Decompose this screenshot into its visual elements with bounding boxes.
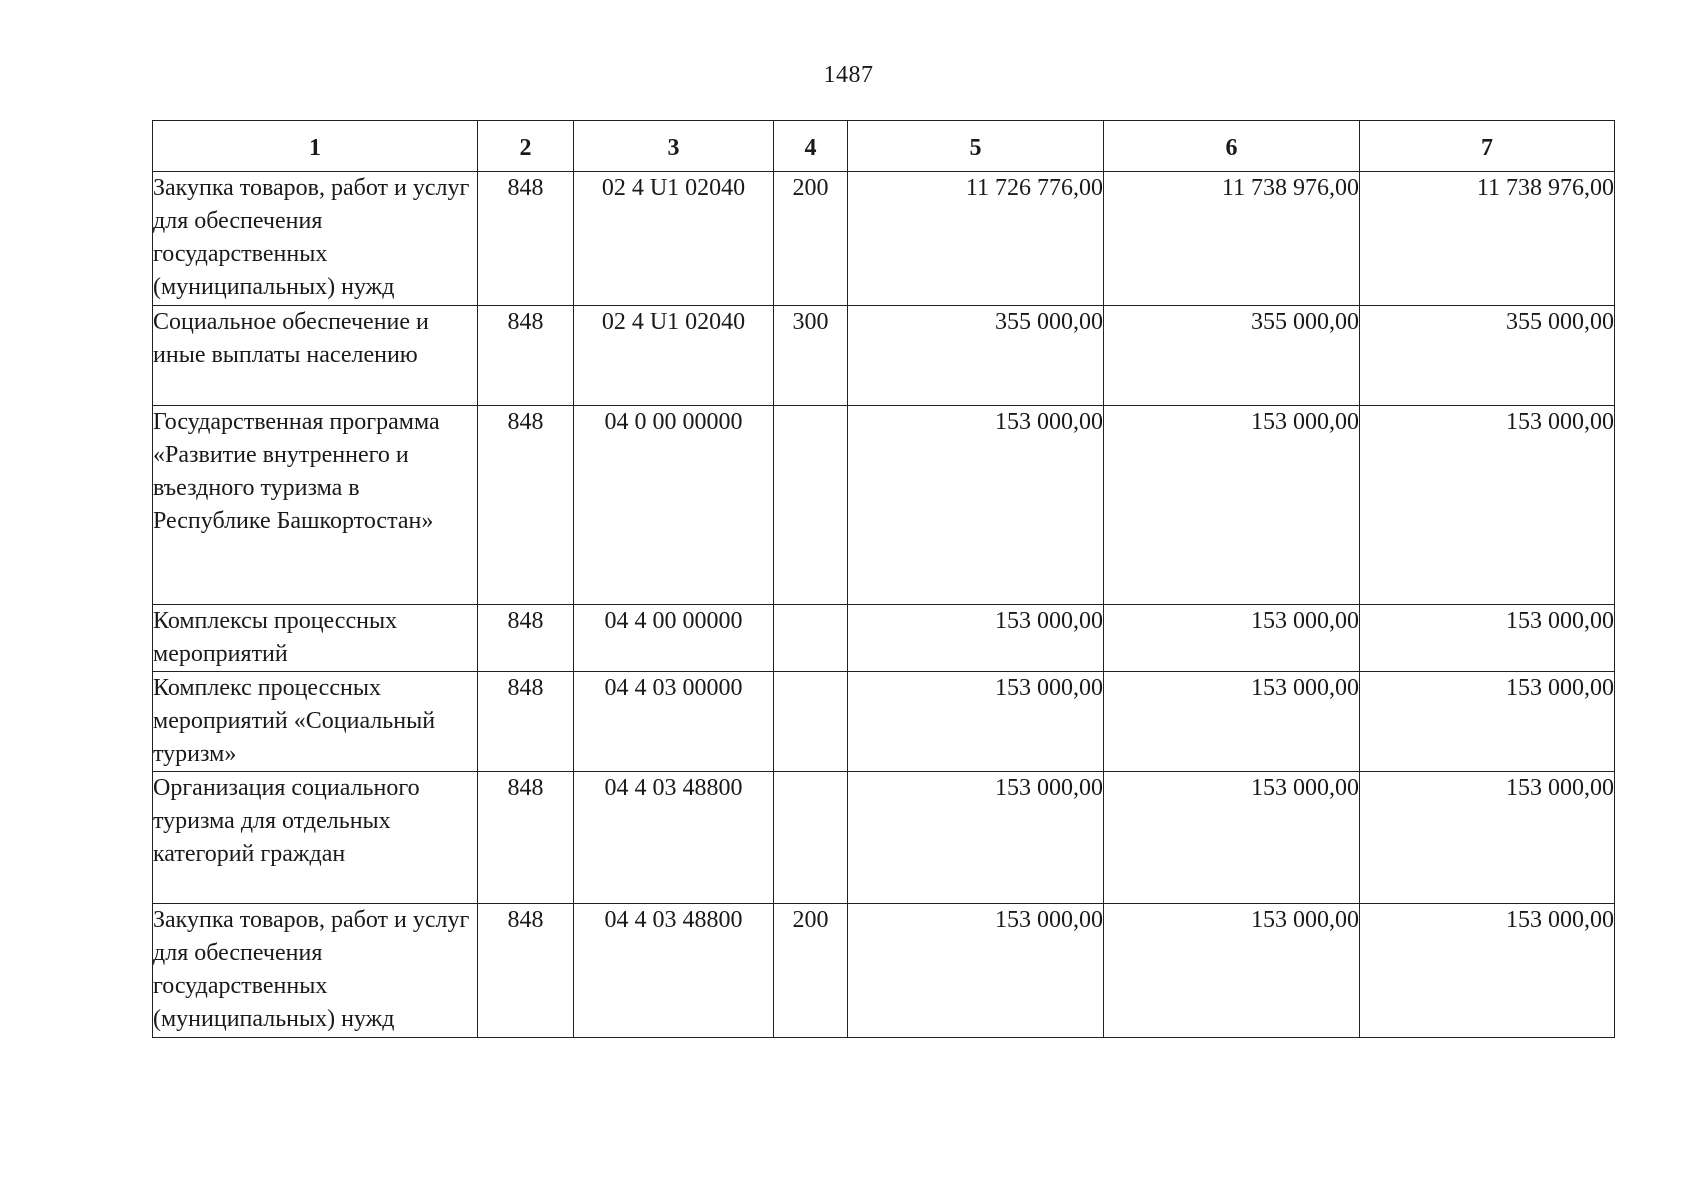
column-header: 4: [774, 121, 848, 172]
amount-col7: 153 000,00: [1360, 672, 1615, 772]
expense-type-code: [774, 406, 848, 605]
target-article-code: 04 4 03 48800: [574, 772, 774, 904]
ministry-code: 848: [478, 605, 574, 672]
column-header: 1: [153, 121, 478, 172]
amount-col6: 153 000,00: [1104, 406, 1360, 605]
row-name: Закупка товаров, работ и услуг для обеспечения государственных (муниципальных) нужд: [153, 172, 478, 306]
target-article-code: 04 4 03 00000: [574, 672, 774, 772]
expense-type-code: 200: [774, 904, 848, 1038]
header-row: [153, 121, 1615, 172]
expense-type-code: [774, 672, 848, 772]
amount-col7: 355 000,00: [1360, 306, 1615, 406]
ministry-code: 848: [478, 306, 574, 406]
amount-col5: 355 000,00: [848, 306, 1104, 406]
amount-col7: 153 000,00: [1360, 772, 1615, 904]
ministry-code: 848: [478, 406, 574, 605]
amount-col5: 11 726 776,00: [848, 172, 1104, 306]
table-row: [153, 172, 1615, 306]
amount-col7: 11 738 976,00: [1360, 172, 1615, 306]
table-row: [153, 406, 1615, 605]
amount-col6: 11 738 976,00: [1104, 172, 1360, 306]
target-article-code: 02 4 U1 02040: [574, 306, 774, 406]
column-header: 5: [848, 121, 1104, 172]
column-header: 7: [1360, 121, 1615, 172]
expense-type-code: 200: [774, 172, 848, 306]
column-header: 6: [1104, 121, 1360, 172]
table-row: [153, 772, 1615, 904]
row-name: Комплекс процессных мероприятий «Социальный туризм»: [153, 672, 478, 772]
row-name: Государственная программа «Развитие внутреннего и въездного туризма в Республике Башкортостан»: [153, 406, 478, 605]
expense-type-code: [774, 605, 848, 672]
amount-col7: 153 000,00: [1360, 406, 1615, 605]
table-row: [153, 306, 1615, 406]
amount-col6: 153 000,00: [1104, 605, 1360, 672]
amount-col6: 355 000,00: [1104, 306, 1360, 406]
amount-col7: 153 000,00: [1360, 605, 1615, 672]
table-row: [153, 605, 1615, 672]
row-name: Закупка товаров, работ и услуг для обеспечения государственных (муниципальных) нужд: [153, 904, 478, 1038]
column-header: 2: [478, 121, 574, 172]
target-article-code: 04 0 00 00000: [574, 406, 774, 605]
page-number: 1487: [823, 62, 874, 88]
budget-table: [152, 120, 1615, 1038]
ministry-code: 848: [478, 772, 574, 904]
expense-type-code: [774, 772, 848, 904]
amount-col7: 153 000,00: [1360, 904, 1615, 1038]
table-row: [153, 904, 1615, 1038]
amount-col6: 153 000,00: [1104, 672, 1360, 772]
target-article-code: 04 4 00 00000: [574, 605, 774, 672]
amount-col5: 153 000,00: [848, 605, 1104, 672]
target-article-code: 04 4 03 48800: [574, 904, 774, 1038]
ministry-code: 848: [478, 172, 574, 306]
amount-col5: 153 000,00: [848, 772, 1104, 904]
expense-type-code: 300: [774, 306, 848, 406]
amount-col5: 153 000,00: [848, 904, 1104, 1038]
table-row: [153, 672, 1615, 772]
ministry-code: 848: [478, 904, 574, 1038]
ministry-code: 848: [478, 672, 574, 772]
row-name: Комплексы процессных мероприятий: [153, 605, 478, 672]
amount-col5: 153 000,00: [848, 672, 1104, 772]
amount-col6: 153 000,00: [1104, 772, 1360, 904]
row-name: Социальное обеспечение и иные выплаты населению: [153, 306, 478, 406]
column-header: 3: [574, 121, 774, 172]
target-article-code: 02 4 U1 02040: [574, 172, 774, 306]
amount-col5: 153 000,00: [848, 406, 1104, 605]
amount-col6: 153 000,00: [1104, 904, 1360, 1038]
row-name: Организация социального туризма для отдельных категорий граждан: [153, 772, 478, 904]
